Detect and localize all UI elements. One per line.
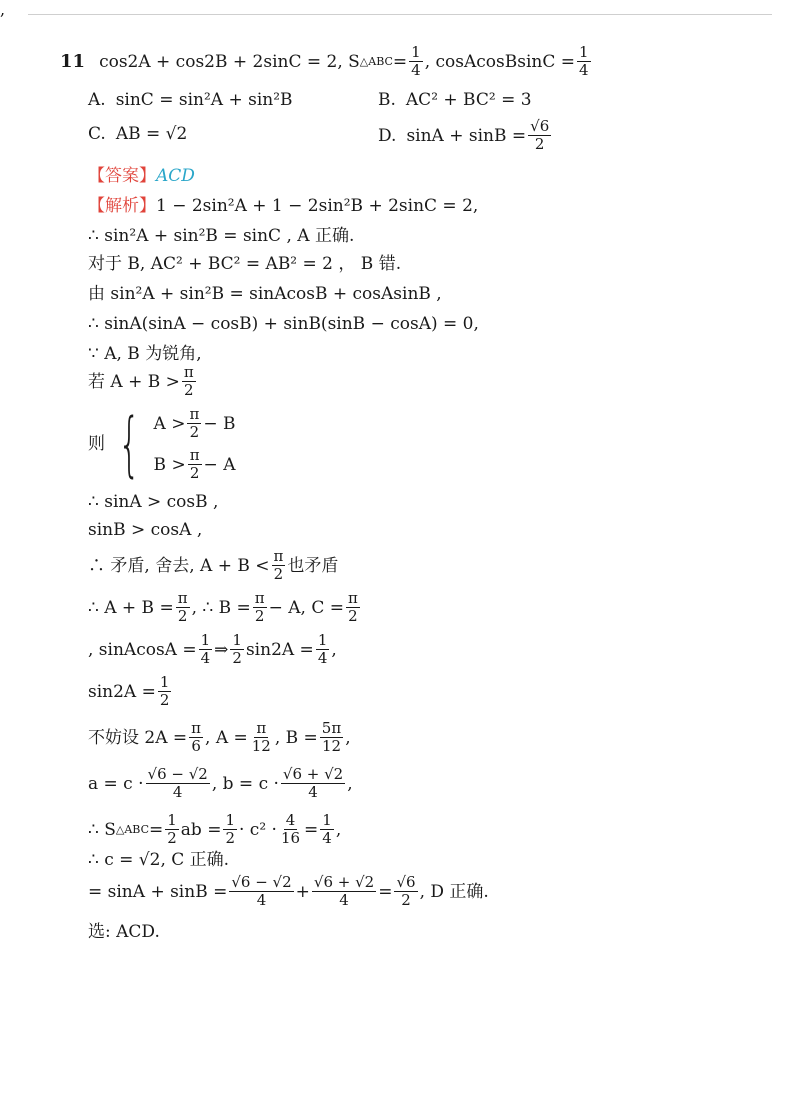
analysis-line-17: ∴ S △ABC = $\frac{1}{2}$ ab = $\frac{1}{2}$ · c² · $\frac{4}{16}$ = $\frac{1}{4}$ , — [88, 811, 342, 847]
option-b: B. AC² + BC² = 3 — [378, 90, 532, 110]
left-brace: { — [118, 403, 141, 485]
analysis-line-13: , sinAcosA = $\frac{1}{4}$ ⇒ $\frac{1}{2}$ sin2A = $\frac{1}{4}$ , — [88, 631, 337, 667]
option-c: C. AB = √2 — [88, 124, 188, 144]
stem-part-a: cos2A + cos2B + 2sinC = 2, S — [99, 51, 360, 72]
analysis-tag: 【解析】 — [88, 196, 156, 216]
analysis-line-6: ∵ A, B 为锐角, — [88, 344, 202, 364]
question-stem — [60, 44, 593, 79]
analysis-line-4: 由 sin²A + sin²B = sinAcosB + cosAsinB , — [88, 284, 442, 304]
option-a: A. sinC = sin²A + sin²B — [88, 90, 293, 110]
analysis-line-9: ∴ sinA > cosB , — [88, 492, 219, 512]
option-d-fraction: $\frac{√6}{2}$ — [530, 117, 550, 153]
analysis-line-11: ∴ 矛盾, 舍去, A + B < $\frac{\pi}{2}$ 也矛盾 — [88, 547, 339, 583]
analysis-line-18: ∴ c = √2, C 正确. — [88, 850, 230, 870]
system-line-1: A > $\frac{\pi}{2}$ − B — [153, 405, 236, 441]
stem-part-b: = — [392, 51, 408, 72]
analysis-line-2: ∴ sin²A + sin²B = sinC , A 正确. — [88, 226, 355, 246]
question-number: 11 — [60, 50, 86, 72]
analysis-line-19: = sinA + sinB = $\frac{√6 - √2}{4}$ + $\frac{√6 + √2}{4}$ = $\frac{√6}{2}$ , D 正确. — [88, 873, 489, 909]
analysis-line-8-system: 则 { A > $\frac{\pi}{2}$ − B B > $\frac{\pi}{2}$ − A — [88, 403, 236, 485]
page-top-border — [28, 14, 772, 15]
system-line-2: B > $\frac{\pi}{2}$ − A — [153, 446, 236, 482]
answer-tag: 【答案】 — [88, 166, 156, 186]
stem-part-c: , cosAcosBsinC = — [424, 51, 576, 72]
analysis-line-3: 对于 B, AC² + BC² = AB² = 2 ， B 错. — [88, 254, 402, 274]
analysis-line-16: a = c · $\frac{√6 - √2}{4}$ , b = c · $\frac{√6 + √2}{4}$ , — [88, 765, 353, 801]
option-d: D. sinA + sinB = $\frac{√6}{2}$ — [378, 117, 550, 153]
analysis-line-20: 选: ACD. — [88, 922, 160, 942]
stem-subscript: △ABC — [359, 54, 393, 68]
analysis-line-12: ∴ A + B = $\frac{\pi}{2}$ , ∴ B = $\frac{\pi}{2}$ − A, C = $\frac{\pi}{2}$ — [88, 589, 358, 625]
stem-fraction-1: $\frac{1}{4}$ — [411, 43, 421, 79]
analysis-line-5: ∴ sinA(sinA − cosB) + sinB(sinB − cosA) = 0, — [88, 314, 479, 334]
analysis-line-1: 【解析】 1 − 2sin²A + 1 − 2sin²B + 2sinC = 2, — [88, 196, 479, 216]
analysis-line-15: 不妨设 2A = $\frac{\pi}{6}$ , A = $\frac{\pi}{12}$ , B = $\frac{5\pi}{12}$ , — [88, 719, 351, 755]
analysis-line-14: sin2A = $\frac{1}{2}$ — [88, 673, 170, 709]
analysis-line-7: 若 A + B > $\frac{\pi}{2}$ — [88, 363, 194, 399]
answer-value: ACD — [156, 166, 195, 186]
stem-fraction-2: $\frac{1}{4}$ — [579, 43, 589, 79]
analysis-line-10: sinB > cosA , — [88, 520, 203, 540]
answer-line — [88, 164, 195, 188]
